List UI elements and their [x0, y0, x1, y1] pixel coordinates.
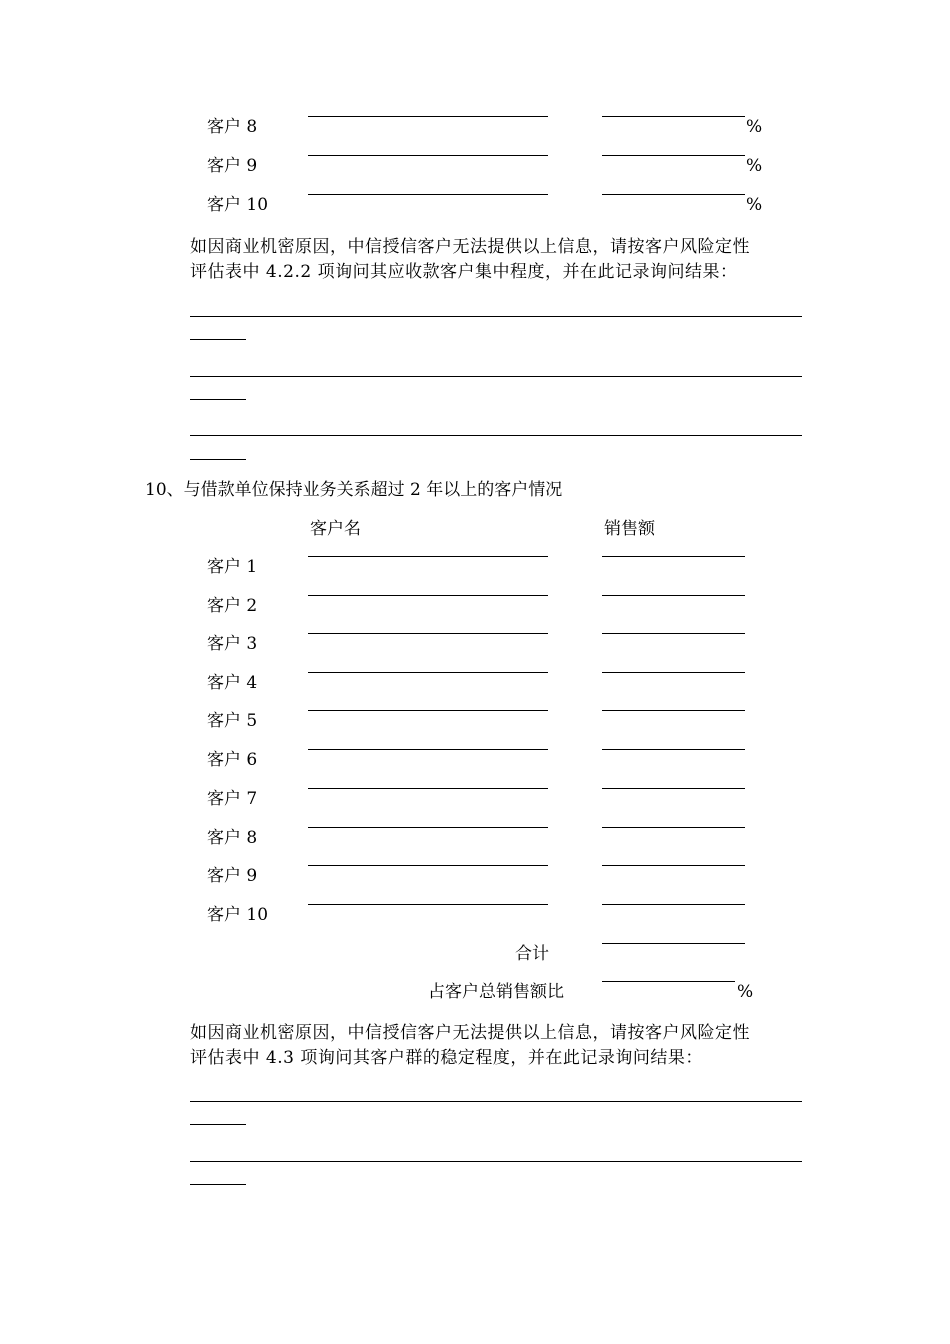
column-header-sales: 销售额	[604, 519, 655, 539]
answer-line-continuation[interactable]	[190, 1184, 246, 1185]
row-label: 客户 10	[207, 905, 269, 925]
percent-sign: %	[746, 117, 763, 137]
row-label: 客户 8	[207, 117, 258, 137]
customer-name-field[interactable]	[308, 865, 548, 866]
sales-field[interactable]	[602, 865, 745, 866]
customer-name-field[interactable]	[308, 710, 548, 711]
total-label: 合计	[515, 944, 549, 964]
percent-sign: %	[746, 156, 763, 176]
answer-line[interactable]	[190, 1101, 802, 1102]
customer-name-field[interactable]	[308, 633, 548, 634]
total-sales-field[interactable]	[602, 943, 745, 944]
row-label: 客户 10	[207, 195, 269, 215]
sales-field[interactable]	[602, 788, 745, 789]
row-label: 客户 2	[207, 596, 258, 616]
sales-field[interactable]	[602, 827, 745, 828]
answer-line[interactable]	[190, 435, 802, 436]
answer-line[interactable]	[190, 376, 802, 377]
note-line: 如因商业机密原因，中信授信客户无法提供以上信息，请按客户风险定性	[190, 237, 750, 257]
section9-note	[190, 235, 805, 285]
answer-line-continuation[interactable]	[190, 339, 246, 340]
sales-field[interactable]	[602, 672, 745, 673]
percent-field[interactable]	[602, 116, 745, 117]
customer-name-field[interactable]	[308, 556, 548, 557]
row-label: 客户 9	[207, 156, 258, 176]
percent-sign: %	[746, 195, 763, 215]
sales-field[interactable]	[602, 710, 745, 711]
row-label: 客户 4	[207, 673, 258, 693]
row-label: 客户 5	[207, 711, 258, 731]
row-label: 客户 8	[207, 828, 258, 848]
customer-name-field[interactable]	[308, 749, 548, 750]
note-line: 评估表中 4.3 项询问其客户群的稳定程度，并在此记录询问结果：	[190, 1048, 703, 1068]
customer-name-field[interactable]	[308, 672, 548, 673]
percent-sign: %	[737, 982, 754, 1002]
customer-name-field[interactable]	[308, 595, 548, 596]
percent-field[interactable]	[602, 155, 745, 156]
row-label: 客户 9	[207, 866, 258, 886]
column-header-customer-name: 客户名	[310, 519, 361, 539]
row-label: 客户 1	[207, 557, 258, 577]
answer-line[interactable]	[190, 1161, 802, 1162]
row-label: 客户 3	[207, 634, 258, 654]
answer-line-continuation[interactable]	[190, 459, 246, 460]
sales-field[interactable]	[602, 595, 745, 596]
row-label: 客户 6	[207, 750, 258, 770]
answer-line-continuation[interactable]	[190, 1124, 246, 1125]
customer-name-field[interactable]	[308, 904, 548, 905]
sales-field[interactable]	[602, 556, 745, 557]
sales-field[interactable]	[602, 749, 745, 750]
customer-name-field[interactable]	[308, 827, 548, 828]
customer-name-field[interactable]	[308, 194, 548, 195]
ratio-field[interactable]	[602, 981, 735, 982]
row-label: 客户 7	[207, 789, 258, 809]
section10-title: 10、与借款单位保持业务关系超过 2 年以上的客户情况	[145, 480, 563, 500]
customer-name-field[interactable]	[308, 155, 548, 156]
ratio-label: 占客户总销售额比	[428, 982, 564, 1002]
answer-line-continuation[interactable]	[190, 399, 246, 400]
note-line: 如因商业机密原因，中信授信客户无法提供以上信息，请按客户风险定性	[190, 1023, 750, 1043]
sales-field[interactable]	[602, 904, 745, 905]
answer-line[interactable]	[190, 316, 802, 317]
section10-note	[190, 1021, 805, 1071]
note-line: 评估表中 4.2.2 项询问其应收款客户集中程度，并在此记录询问结果：	[190, 262, 738, 282]
customer-name-field[interactable]	[308, 116, 548, 117]
sales-field[interactable]	[602, 633, 745, 634]
percent-field[interactable]	[602, 194, 745, 195]
customer-name-field[interactable]	[308, 788, 548, 789]
